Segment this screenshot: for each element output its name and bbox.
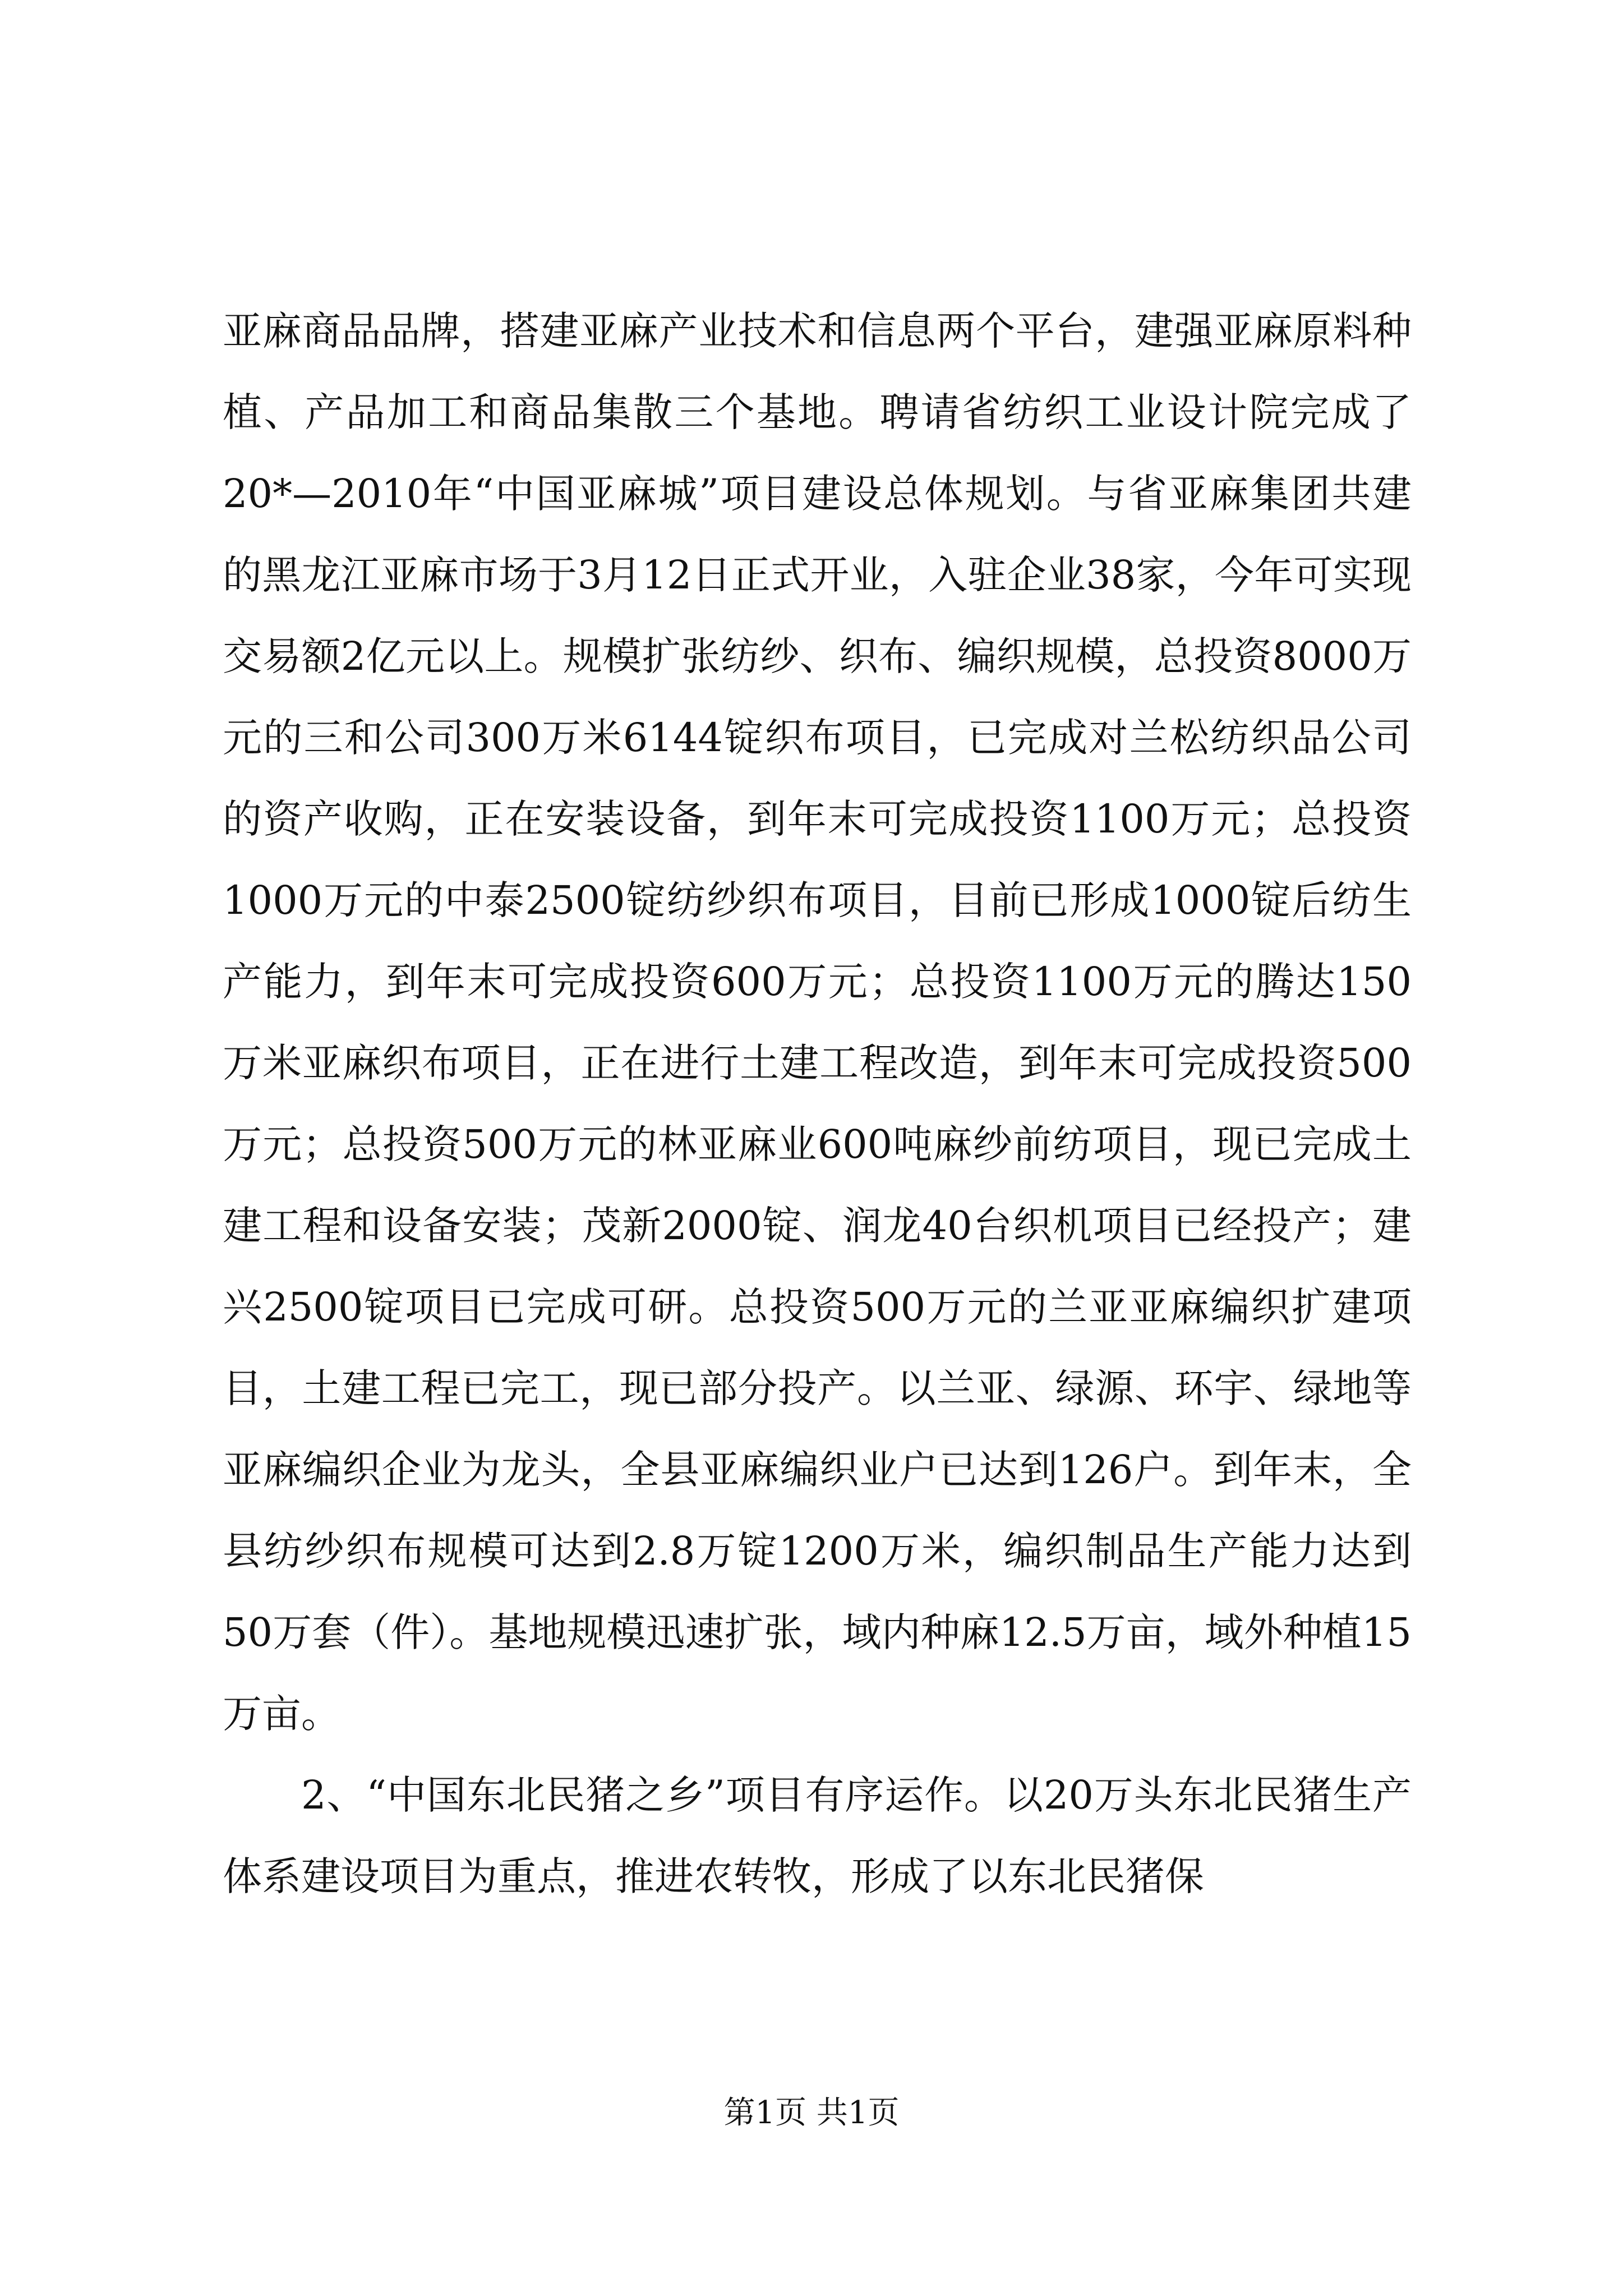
page-footer: 第1页 共1页 [723,2095,900,2131]
document-body [223,291,1412,1917]
paragraph: 2、“中国东北民猪之乡”项目有序运作。以20万头东北民猪生产体系建设项目为重点，推进农转牧，形成了以东北民猪保 [223,1772,1412,1899]
paragraph: 亚麻商品品牌，搭建亚麻产业技术和信息两个平台，建强亚麻原料种植、产品加工和商品集散三个基地。聘请省纺织工业设计院完成了20*—2010年“中国亚麻城”项目建设总体规划。与省亚麻集团共建的黑龙江亚麻市场于3月12日正式开业，入驻企业38家，今年可实现交易额2亿元以上。规模扩张纺纱、织布、编织规模，总投资8000万元的三和公司300万米6144锭织布项目，已完成对兰松纺织品公司的资产收购，正在安装设备，到年末可完成投资1100万元；总投资1000万元的中泰2500锭纺纱织布项目，目前已形成1000锭后纺生产能力，到年末可完成投资600万元；总投资1100万元的腾达150万米亚麻织布项目，正在进行土建工程改造，到年末可完成投资500万元；总投资500万元的林亚麻业600吨麻纱前纺项目，现已完成土建工程和设备安装；茂新2000锭、润龙40台织机项目已经投产；建兴2500锭项目已完成可研。总投资500万元的兰亚亚麻编织扩建项目，土建工程已完工，现已部分投产。以兰亚、绿源、环宇、绿地等亚麻编织企业为龙头，全县亚麻编织业户已达到126户。到年末，全县纺纱织布规模可达到2.8万锭1200万米，编织制品生产能力达到50万套（件）。基地规模迅速扩张，域内种麻12.5万亩，域外种植15万亩。 [223,308,1412,1737]
